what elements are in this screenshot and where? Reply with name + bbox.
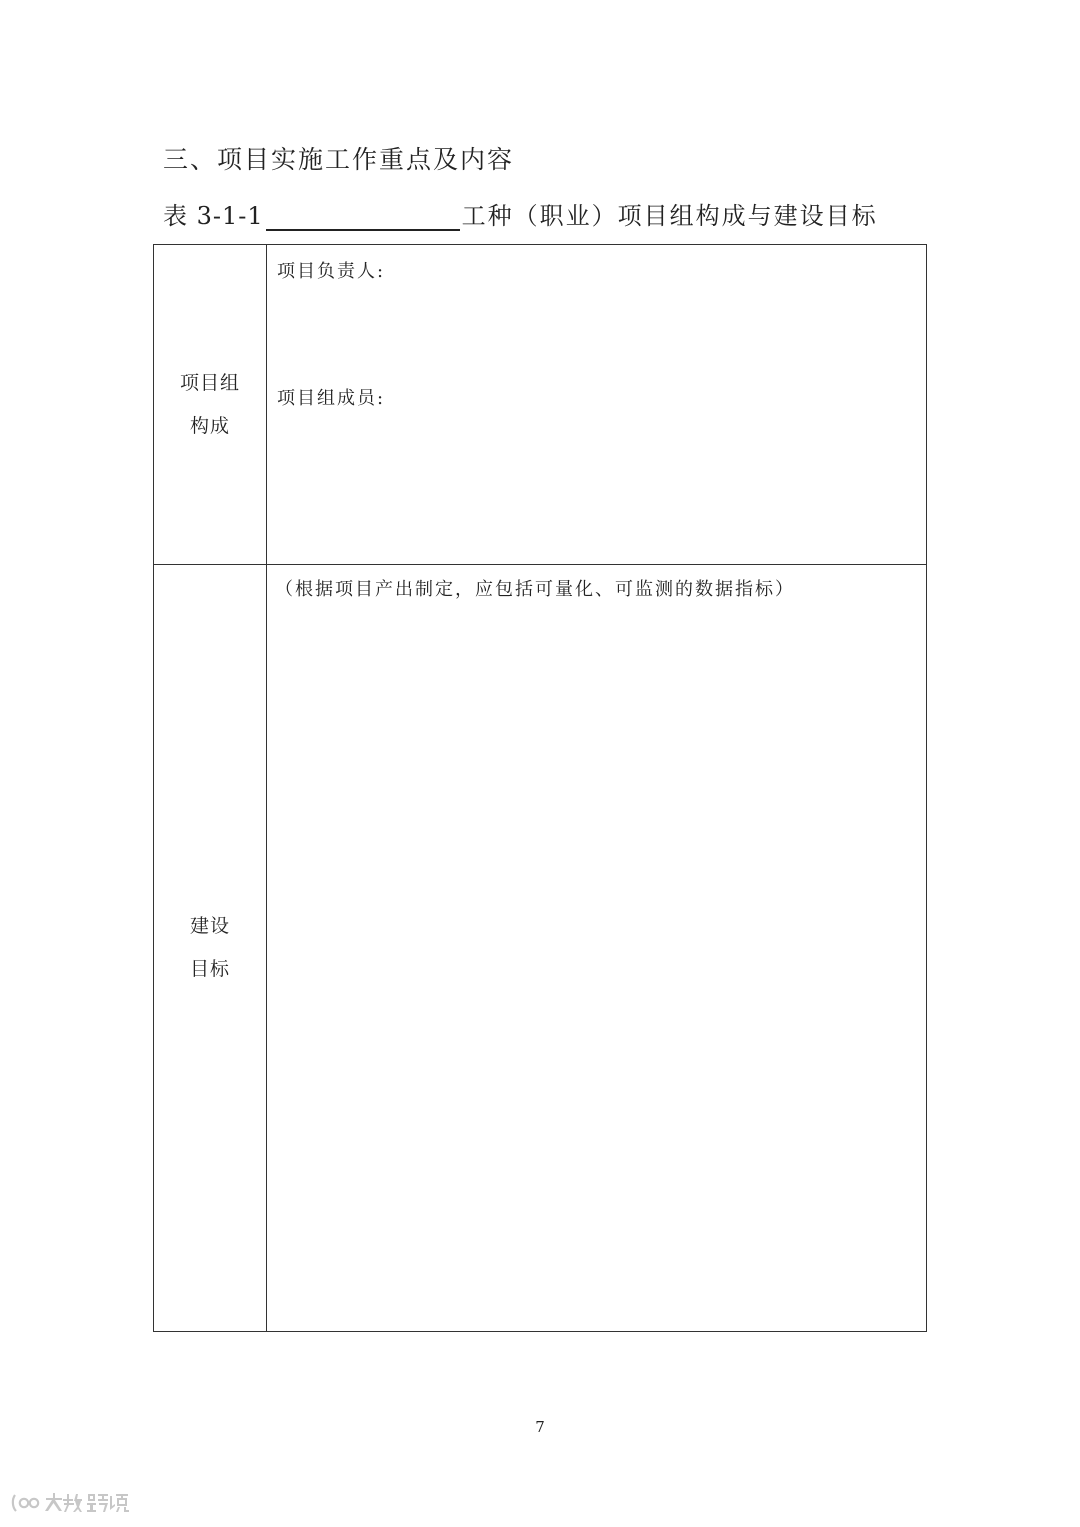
construction-goal-label-cell <box>154 565 267 1331</box>
section-heading: 三、项目实施工作重点及内容 <box>163 145 515 174</box>
team-composition-label-line1: 项目组 <box>179 371 240 394</box>
table-title: 工种（职业）项目组构成与建设目标 <box>461 202 878 230</box>
table-number: 表 3-1-1 <box>163 202 264 230</box>
construction-goal-row <box>154 565 926 1331</box>
table-caption <box>163 196 878 231</box>
occupation-blank-line <box>266 201 460 231</box>
team-composition-label <box>180 362 240 448</box>
project-leader-label: 项目负责人: <box>277 261 386 282</box>
construction-goal-label <box>190 905 230 991</box>
logo-icon <box>10 1490 140 1516</box>
team-composition-row <box>154 245 926 565</box>
construction-goal-label-line1: 建设 <box>189 915 230 937</box>
team-composition-label-cell <box>154 245 267 564</box>
page-number: 7 <box>535 1418 545 1436</box>
construction-goal-content-cell[interactable] <box>267 565 926 1331</box>
construction-goal-hint: （根据项目产出制定，应包括可量化、可监测的数据指标） <box>275 579 795 600</box>
project-team-form <box>153 244 927 1332</box>
team-composition-content-cell[interactable] <box>267 245 926 564</box>
construction-goal-label-line2: 目标 <box>189 958 230 980</box>
watermark <box>10 1490 140 1516</box>
team-members-label: 项目组成员: <box>277 388 386 409</box>
team-composition-label-line2: 构成 <box>189 414 230 437</box>
